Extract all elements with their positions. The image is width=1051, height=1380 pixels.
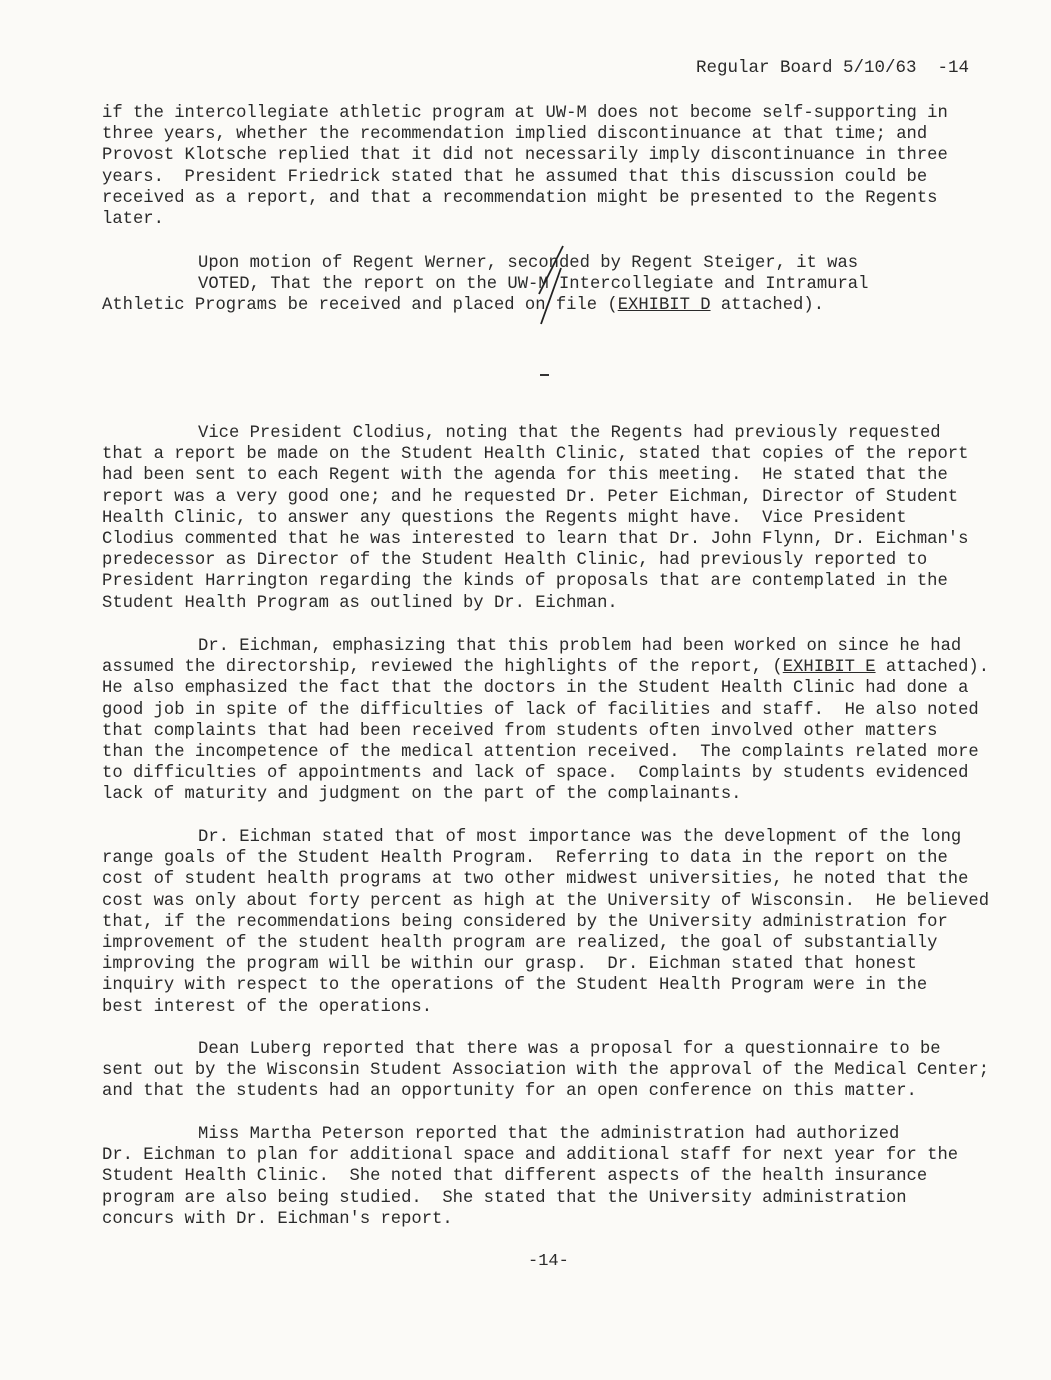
text-line: President Harrington regarding the kinds of proposals that are contemplated in the bbox=[102, 572, 948, 592]
text-line: years. President Friedrick stated that he assumed that this discussion could be bbox=[102, 167, 928, 187]
paragraph-eichman-highlights bbox=[102, 636, 989, 806]
paragraph-motion bbox=[102, 253, 868, 317]
text-line: if the intercollegiate athletic program at UW-M does not become self-supporting in bbox=[102, 104, 948, 123]
text-line: cost of student health programs at two other midwest universities, he noted that the bbox=[102, 870, 969, 890]
text-line: Clodius commented that he was interested to learn that Dr. John Flynn, Dr. Eichman's bbox=[102, 530, 969, 550]
text-line: that, if the recommendations being considered by the University administration for bbox=[102, 912, 948, 932]
text-line-exhibit-d: Athletic Programs be received and placed on file (EXHIBIT D attached). bbox=[102, 296, 825, 316]
paragraph-eichman-goals bbox=[102, 827, 989, 1018]
text-line: and that the students had an opportunity for an open conference on this matter. bbox=[102, 1082, 917, 1102]
text-line: Dr. Eichman, emphasizing that this problem had been worked on since he had bbox=[198, 637, 962, 656]
paragraph-continuation bbox=[102, 103, 948, 230]
text-line: concurs with Dr. Eichman's report. bbox=[102, 1209, 453, 1229]
paragraph-peterson bbox=[102, 1124, 958, 1230]
text-line: that complaints that had been received from students often involved other matters bbox=[102, 721, 938, 741]
text-line: range goals of the Student Health Program. Referring to data in the report on the bbox=[102, 849, 948, 869]
text-line: Dean Luberg reported that there was a proposal for a questionnaire to be bbox=[198, 1040, 941, 1059]
text-line: sent out by the Wisconsin Student Association with the approval of the Medical Center; bbox=[102, 1061, 990, 1081]
text-line: three years, whether the recommendation implied discontinuance at that time; and bbox=[102, 125, 928, 145]
page-number: -14- bbox=[528, 1252, 569, 1271]
paragraph-clodius bbox=[102, 423, 968, 614]
text-line: Vice President Clodius, noting that the Regents had previously requested bbox=[198, 424, 941, 443]
text-line: good job in spite of the difficulties of lack of facilities and staff. He also noted bbox=[102, 700, 979, 720]
text-line: Student Health Program as outlined by Dr. Eichman. bbox=[102, 593, 618, 613]
text-line: Dr. Eichman to plan for additional space and additional staff for next year for the bbox=[102, 1146, 959, 1166]
text-line: inquiry with respect to the operations of the Student Health Program were in the bbox=[102, 976, 928, 996]
text-line: that a report be made on the Student Health Clinic, stated that copies of the report bbox=[102, 445, 969, 465]
text-line: cost was only about forty percent as high at the University of Wisconsin. He believed bbox=[102, 891, 990, 911]
text-line: Health Clinic, to answer any questions the Regents might have. Vice President bbox=[102, 508, 907, 528]
text-line: report was a very good one; and he requested Dr. Peter Eichman, Director of Student bbox=[102, 487, 959, 507]
text-line: best interest of the operations. bbox=[102, 997, 433, 1017]
text-line-exhibit-e: assumed the directorship, reviewed the highlights of the report, (EXHIBIT E attached). bbox=[102, 658, 990, 678]
text-line: Upon motion of Regent Werner, seconded by Regent Steiger, it was bbox=[198, 254, 859, 273]
text-line: than the incompetence of the medical attention received. The complaints related more bbox=[102, 743, 979, 763]
text-line: later. bbox=[102, 210, 164, 230]
text-line: Miss Martha Peterson reported that the administration had authorized bbox=[198, 1125, 900, 1144]
text-line: Provost Klotsche replied that it did not necessarily imply discontinuance in three bbox=[102, 146, 948, 166]
text-line: predecessor as Director of the Student Health Clinic, had previously reported to bbox=[102, 551, 928, 571]
text-line: program are also being studied. She stated that the University administration bbox=[102, 1188, 907, 1208]
text-line: to difficulties of appointments and lack of space. Complaints by students evidenced bbox=[102, 764, 969, 784]
paragraph-luberg bbox=[102, 1039, 989, 1103]
text-line: received as a report, and that a recommendation might be presented to the Regents bbox=[102, 188, 938, 208]
text-line: improvement of the student health program are realized, the goal of substantially bbox=[102, 934, 938, 954]
text-line: lack of maturity and judgment on the part of the complainants. bbox=[102, 785, 742, 805]
section-divider bbox=[540, 374, 549, 376]
page-header: Regular Board 5/10/63 -14 bbox=[696, 58, 970, 78]
exhibit-d-reference: EXHIBIT D bbox=[617, 296, 711, 316]
text-line: VOTED, That the report on the UW-M Intercollegiate and Intramural bbox=[198, 275, 869, 295]
text-line: He also emphasized the fact that the doctors in the Student Health Clinic had done a bbox=[102, 679, 969, 699]
text-line: Dr. Eichman stated that of most importance was the development of the long bbox=[198, 828, 962, 847]
text-line: improving the program will be within our grasp. Dr. Eichman stated that honest bbox=[102, 955, 917, 975]
exhibit-e-reference: EXHIBIT E bbox=[782, 658, 876, 678]
text-line: Student Health Clinic. She noted that different aspects of the health insurance bbox=[102, 1167, 928, 1187]
text-line: had been sent to each Regent with the agenda for this meeting. He stated that the bbox=[102, 466, 948, 486]
